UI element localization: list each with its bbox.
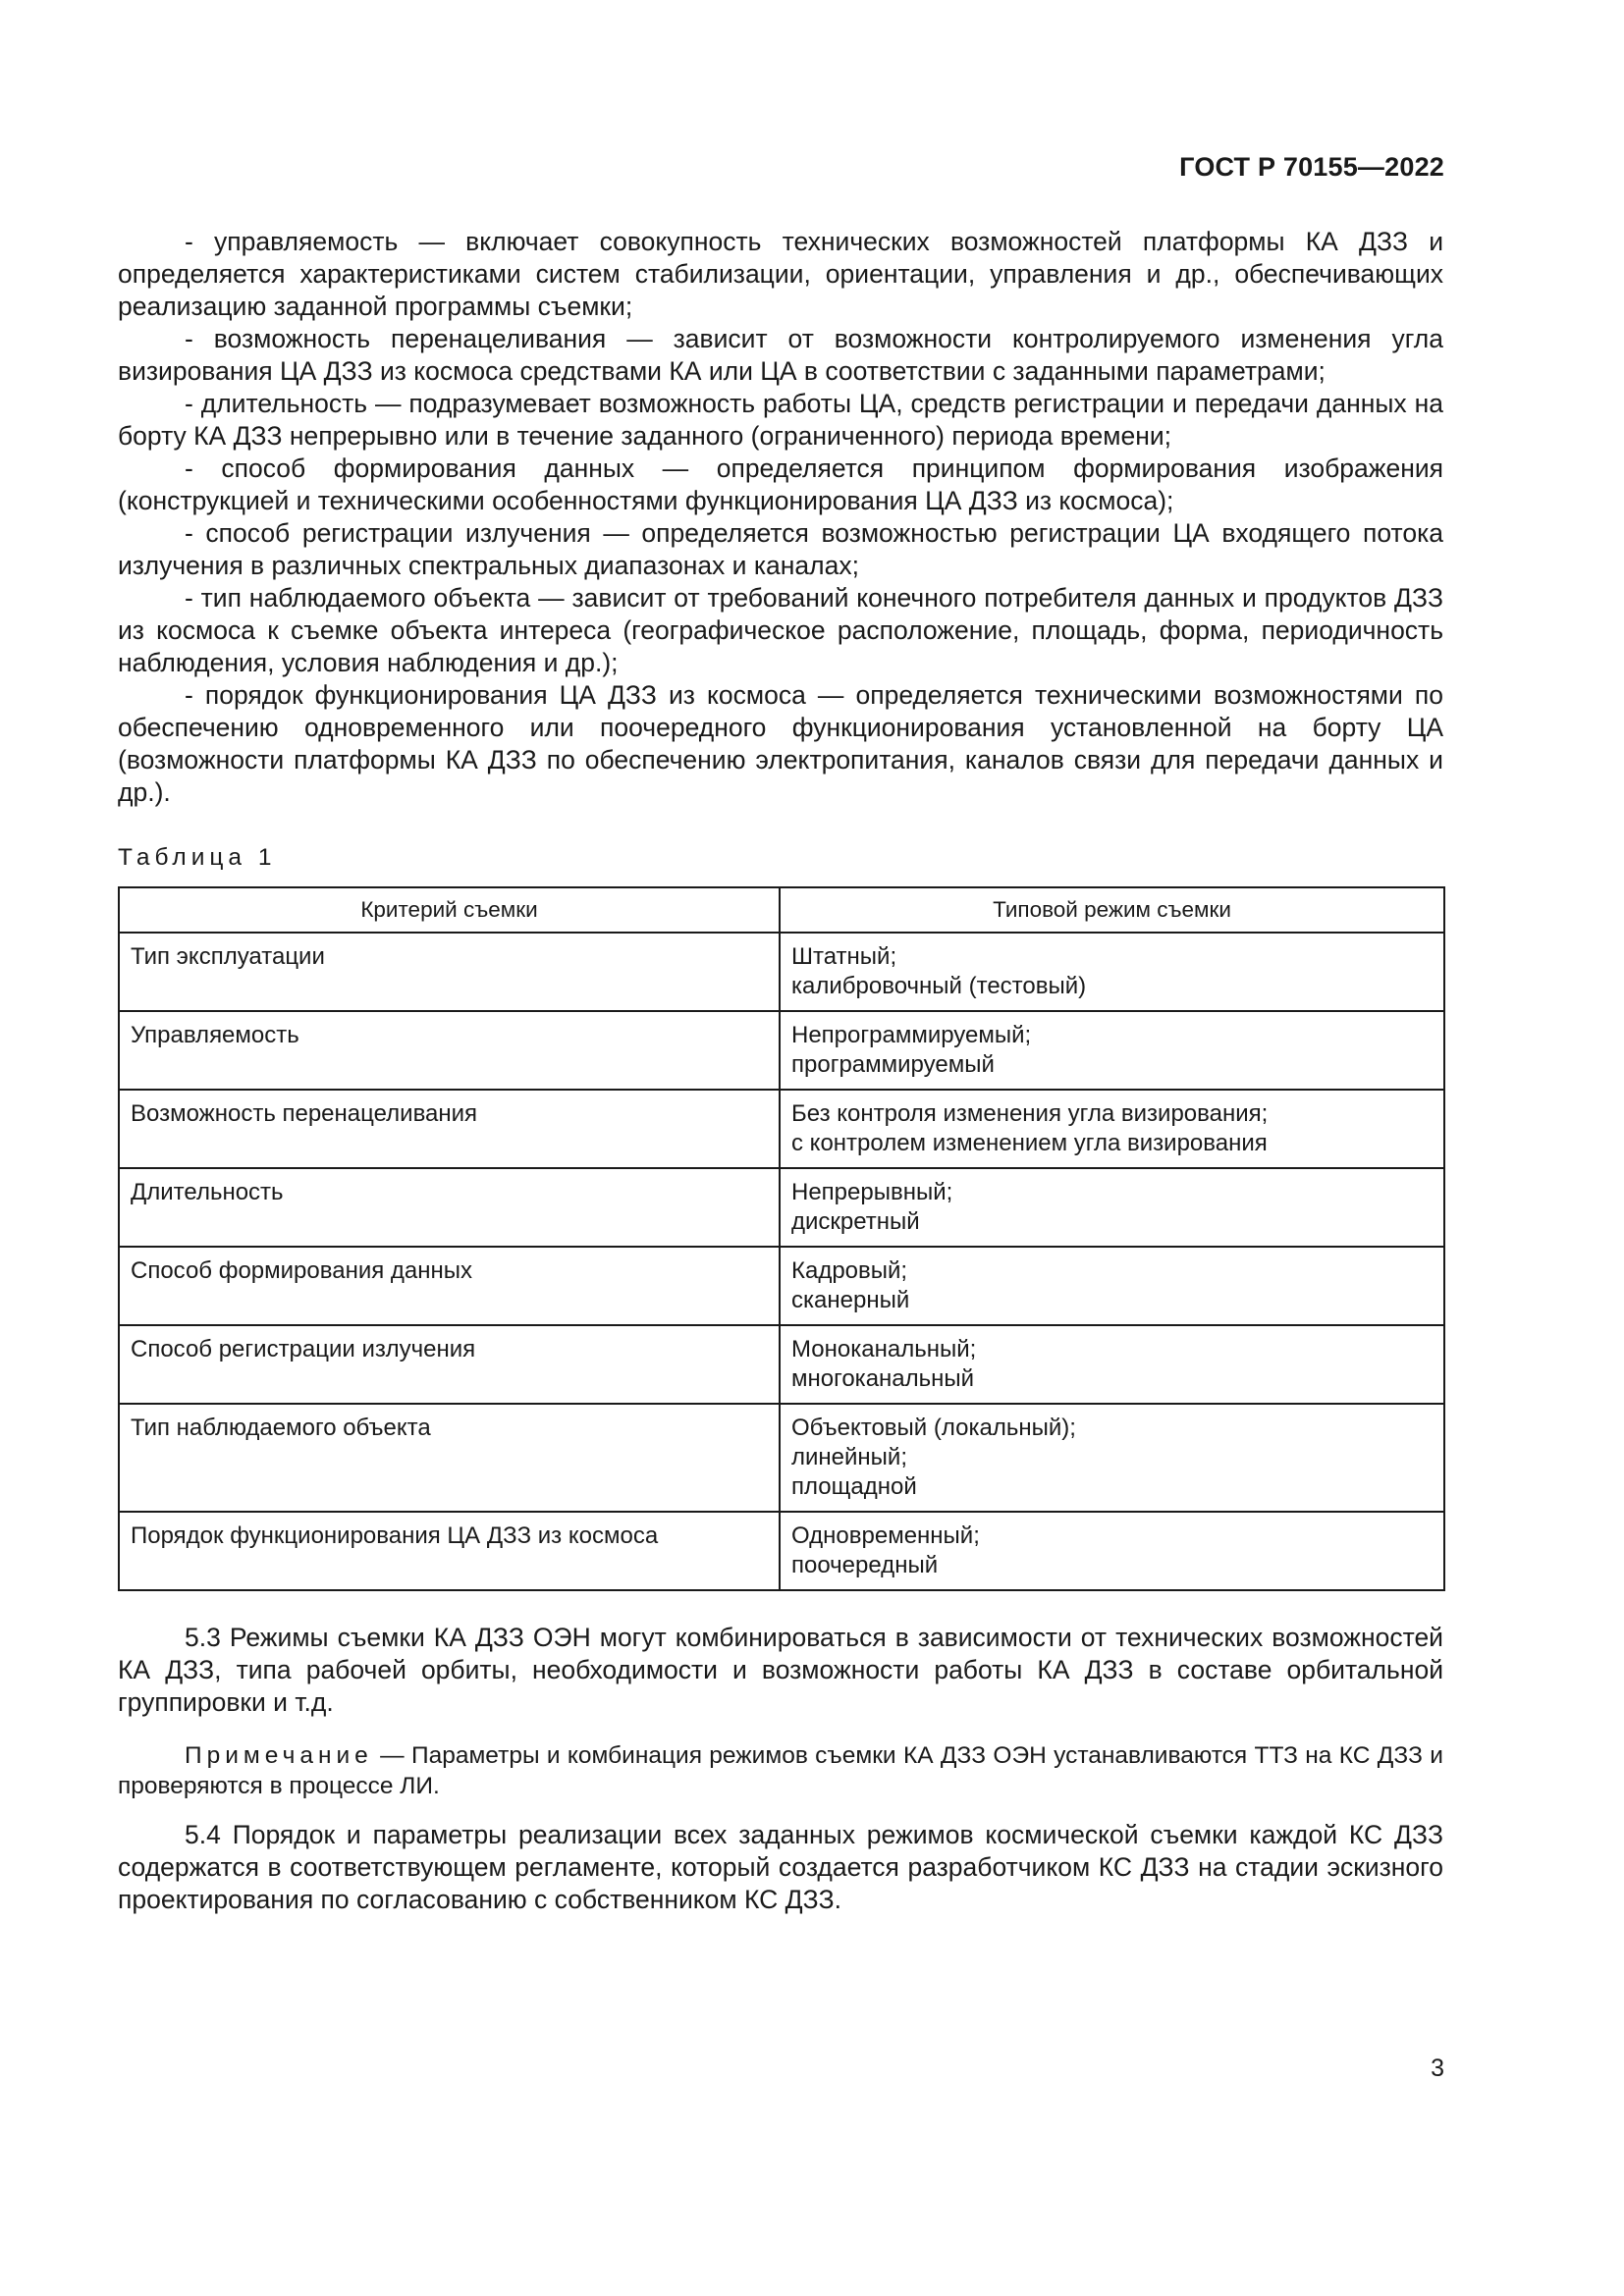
mode-line: Объектовый (локальный); [791, 1415, 1076, 1441]
table-caption: Таблица 1 [118, 844, 277, 871]
note [118, 1740, 1443, 1801]
mode-cell [780, 1512, 1444, 1590]
mode-line: площадной [791, 1473, 917, 1500]
criterion-cell: Способ формирования данных [119, 1247, 780, 1325]
mode-line: Моноканальный; [791, 1336, 977, 1362]
mode-cell [780, 1090, 1444, 1168]
mode-line: Непрограммируемый; [791, 1022, 1032, 1048]
header-mode: Типовой режим съемки [780, 887, 1444, 933]
survey-modes-table [118, 886, 1445, 1591]
table-row [119, 1011, 1444, 1090]
note-text: — Параметры и комбинация режимов съемки КА ДЗЗ ОЭН устанавливаются ТТЗ на КС ДЗЗ и проверяются в процессе ЛИ. [118, 1742, 1443, 1799]
mode-line: дискретный [791, 1208, 920, 1235]
mode-cell [780, 1247, 1444, 1325]
mode-line: поочередный [791, 1552, 939, 1578]
list-item: - порядок функционирования ЦА ДЗЗ из космоса — определяется техническими возможностями по обеспечению одновременного или поочередного функционирования установленной на борту ЦА (возможности платформы КА ДЗЗ по обеспечению электропитания, каналов связи для передачи данных и др.). [118, 680, 1443, 807]
criterion-cell: Способ регистрации излучения [119, 1325, 780, 1404]
mode-line: Непрерывный; [791, 1179, 953, 1205]
table-row [119, 1325, 1444, 1404]
table-header-row [119, 887, 1444, 933]
mode-line: Кадровый; [791, 1257, 908, 1284]
table-row [119, 1168, 1444, 1247]
mode-line: сканерный [791, 1287, 910, 1313]
mode-line: многоканальный [791, 1365, 975, 1392]
criterion-cell: Управляемость [119, 1011, 780, 1090]
list-item: - способ регистрации излучения — определяется возможностью регистрации ЦА входящего потока излучения в различных спектральных диапазонах и каналах; [118, 518, 1443, 580]
document-code: ГОСТ Р 70155—2022 [1179, 152, 1444, 182]
criterion-cell: Тип эксплуатации [119, 933, 780, 1011]
table-row [119, 933, 1444, 1011]
mode-line: программируемый [791, 1051, 995, 1078]
criterion-cell: Порядок функционирования ЦА ДЗЗ из космоса [119, 1512, 780, 1590]
table-row [119, 1404, 1444, 1512]
table-row [119, 1512, 1444, 1590]
section-5-4: 5.4 Порядок и параметры реализации всех заданных режимов космической съемки каждой КС ДЗЗ содержатся в соответствующем регламенте, который создается разработчиком КС ДЗЗ на стадии эскизного проектирования по согласованию с собственником КС ДЗЗ. [118, 1820, 1443, 1914]
mode-line: Одновременный; [791, 1522, 980, 1549]
list-item: - длительность — подразумевает возможность работы ЦА, средств регистрации и передачи данных на борту КА ДЗЗ непрерывно или в течение заданного (ограниченного) периода времени; [118, 389, 1443, 451]
post-table-text [118, 1622, 1443, 1916]
mode-line: Без контроля изменения угла визирования; [791, 1100, 1269, 1127]
criterion-cell: Возможность перенацеливания [119, 1090, 780, 1168]
table-row [119, 1090, 1444, 1168]
criterion-cell: Длительность [119, 1168, 780, 1247]
mode-line: с контролем изменением угла визирования [791, 1130, 1268, 1156]
note-label: Примечание [185, 1742, 373, 1769]
mode-cell [780, 1325, 1444, 1404]
mode-cell [780, 1404, 1444, 1512]
mode-line: Штатный; [791, 943, 897, 970]
criterion-cell: Тип наблюдаемого объекта [119, 1404, 780, 1512]
mode-cell [780, 1168, 1444, 1247]
header-criterion: Критерий съемки [119, 887, 780, 933]
list-item: - способ формирования данных — определяется принципом формирования изображения (конструкцией и техническими особенностями функционирования ЦА ДЗЗ из космоса); [118, 454, 1443, 515]
list-item: - возможность перенацеливания — зависит от возможности контролируемого изменения угла визирования ЦА ДЗЗ из космоса средствами КА или ЦА в соответствии с заданными параметрами; [118, 324, 1443, 386]
page-number: 3 [1431, 2055, 1444, 2082]
mode-line: калибровочный (тестовый) [791, 973, 1087, 999]
intro-list [118, 226, 1443, 809]
mode-cell [780, 933, 1444, 1011]
list-item: - тип наблюдаемого объекта — зависит от требований конечного потребителя данных и продуктов ДЗЗ из космоса к съемке объекта интереса (географическое расположение, площадь, форма, периодичность наблюдения, условия наблюдения и др.); [118, 583, 1443, 677]
mode-cell [780, 1011, 1444, 1090]
section-5-3: 5.3 Режимы съемки КА ДЗЗ ОЭН могут комбинироваться в зависимости от технических возможностей КА ДЗЗ, типа рабочей орбиты, необходимости и возможности работы КА ДЗЗ в составе орбитальной группировки и т.д. [118, 1623, 1443, 1717]
list-item: - управляемость — включает совокупность технических возможностей платформы КА ДЗЗ и определяется характеристиками систем стабилизации, ориентации, управления и др., обеспечивающих реализацию заданной программы съемки; [118, 227, 1443, 321]
mode-line: линейный; [791, 1444, 907, 1470]
table-row [119, 1247, 1444, 1325]
